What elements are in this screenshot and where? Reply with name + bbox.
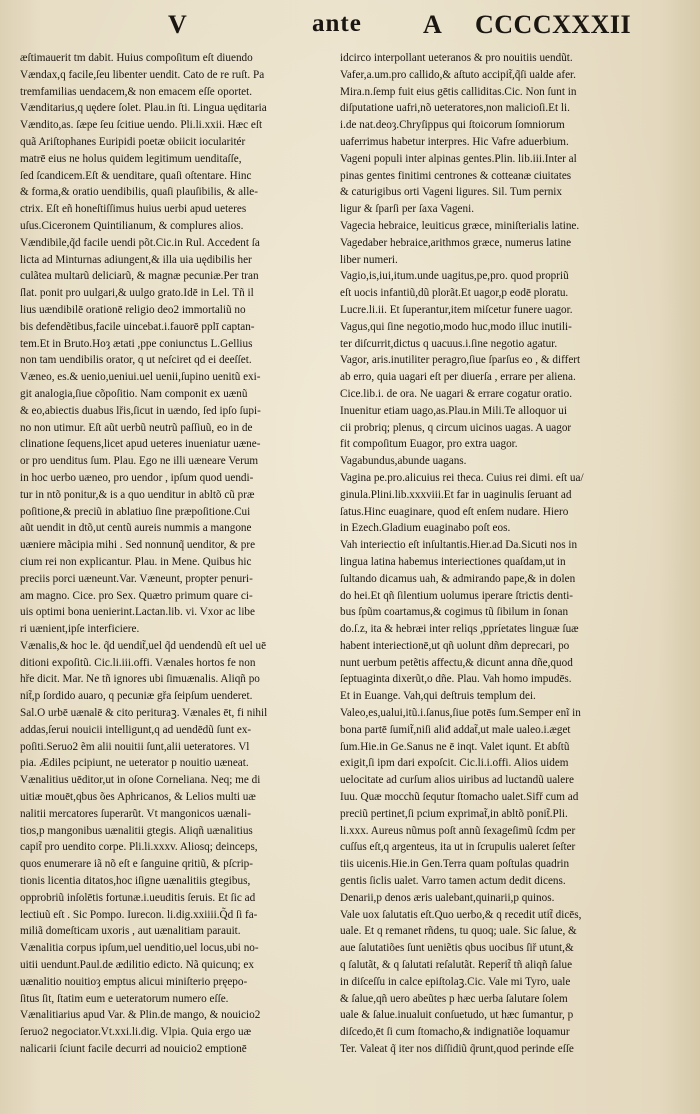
text-line: fit compoſitum Euagor, pro extra uagor. bbox=[340, 438, 518, 451]
text-line: ſlat. ponit pro uulgari,& uulgo grato.Idē in Lel. Tñ il bbox=[20, 287, 254, 300]
text-line: Vændibile,q̃d facile uendi põt.Cic.in Rul. Accedent ſa bbox=[20, 236, 260, 249]
text-line: Vagecia hebraice, leuiticus græce, miniſterialis latine. bbox=[340, 219, 580, 232]
text-line: ri uænient,ipſe interficiere. bbox=[20, 623, 140, 636]
text-line: Denarii,p denos æris ualebant,quinarii,p quinos. bbox=[340, 891, 555, 904]
text-line: ſatus.Hinc euaginare, quod eſt enſem nudare. Hiero bbox=[340, 505, 569, 518]
text-line: Vænalitiarius apud Var. & Plin.de mango, & nouicio2 bbox=[20, 1009, 261, 1022]
text-line: matrē eius ne holus quidem legitimum uenditaſſe, bbox=[20, 152, 242, 165]
text-line: ginula.Plini.lib.xxxviii.Et far in uaginulis ſeruant ad bbox=[340, 488, 572, 501]
text-line: uis optimi bona uenierint.Lactan.lib. vi. Vxor ac libe bbox=[20, 606, 255, 619]
text-line: ter diſcurrit,dictus q uacuus.i.ſine negotio agatur. bbox=[340, 337, 558, 350]
text-line: ſultando dicamus uah, & admirando pape,& in dolen bbox=[340, 572, 576, 585]
text-line: ditioni expoſitũ. Cic.li.iii.offi. Vænales hortos fe non bbox=[20, 656, 256, 669]
text-line: Mira.n.ſemp fuit eius gētis calliditas.Cic. Non ſunt in bbox=[340, 85, 577, 98]
text-line: Vagina pe.pro.alicuius rei theca. Cuius rei dimi. eſt ua/ bbox=[340, 471, 584, 484]
text-line: do hei.Et qñ ſilentium uolumus iperare ſtrictis denti- bbox=[340, 589, 574, 602]
text-line: lius uændibilē orationē religio deo2 immortaliũ no bbox=[20, 303, 246, 316]
running-head-word: ante bbox=[312, 10, 362, 37]
text-line: Sal.O urbē uænalē & cito perituraꝫ. Vænales ēt, fi nihil bbox=[20, 707, 268, 720]
text-line: preciis porci uæneunt.Var. Væneunt, propter penuri- bbox=[20, 572, 253, 585]
text-line: tionis licentia ditatos,hoc iſigne uænalitiis gtegibus, bbox=[20, 875, 251, 888]
text-line: tur in ntõ ponitur,& is a quo uenditur in abltõ cũ præ bbox=[20, 488, 255, 501]
text-line: idcirco interpollant ueteranos & pro nouitiis uendũt. bbox=[340, 52, 573, 64]
text-line: uitii uendunt.Paul.de ædilitio edicto. Nã quicunq; ex bbox=[20, 959, 254, 972]
text-line: cii probriq; plenus, q circum uicinos uagas. A uagor bbox=[340, 421, 572, 434]
text-line: aue ſalutatiões ſunt ueniẽtis qbus uocibus ſiř utunt,& bbox=[340, 942, 574, 955]
running-head bbox=[168, 10, 678, 44]
text-line: preciũ pertinet,ſi pcium exprimat̃,in abltõ ponit̃.Pli. bbox=[340, 807, 568, 820]
text-line: nalicarii ſciunt facile decurri ad nouicio2 emptionē bbox=[20, 1043, 247, 1056]
text-line: am magno. Cice. pro Sex. Quætro primum quare ci- bbox=[20, 589, 253, 602]
text-line: ſum.Hie.in Ge.Sanus ne ē inqt. Valet iqunt. Et abſtũ bbox=[340, 740, 570, 753]
text-line: Væneo, es.& uenio,ueniui.uel uenii,ſupino uenitũ exi- bbox=[20, 371, 261, 384]
text-line: Et in Euange. Vah,qui deſtruis templum dei. bbox=[340, 690, 536, 703]
text-line: bona partē ſumit̃,niſi aliđ addat̃,ut male ualeo.i.æget bbox=[340, 723, 571, 736]
text-line: Vænditarius,q uędere ſolet. Plau.in ſti. Lingua uęditaria bbox=[20, 102, 267, 115]
text-line: uæniere mãcipia mihi . Sed nonnunq̃ uenditor, & pre bbox=[20, 539, 256, 552]
text-line: habent interiectionē,ut qñ uolunt dñm deprecari, po bbox=[340, 639, 570, 652]
text-line: aũt uendit in dtõ,ut centũ aureis nummis a mangone bbox=[20, 522, 252, 535]
text-line: Vændito,as. ſæpe ſeu ſcitiue uendo. Pli.li.xxii. Hæc eſt bbox=[20, 119, 263, 132]
text-line: no non utimur. Eſt aũt uerbũ neutrũ paſſiuũ, eo in de bbox=[20, 421, 253, 434]
text-line: diſcedo,ēt ſi cum ſtomacho,& indignatiõe loquamur bbox=[340, 1026, 570, 1039]
text-line: Vagus,qui ſine negotio,modo huc,modo illuc inutili- bbox=[340, 320, 572, 333]
text-line: or pro uenditus ſum. Plau. Ego ne illi uæneare Verum bbox=[20, 455, 259, 468]
text-line: poſitione,& preciũ in ablatiuo ſine præpoſitione.Cui bbox=[20, 505, 251, 518]
text-line: Vale uox ſalutatis eſt.Quo uerbo,& q recedit utit̃ dicēs, bbox=[340, 908, 582, 921]
text-line: ſitus ſit, ſtatim eum e ueteratorum numero eſſe. bbox=[20, 992, 229, 1005]
text-line: cium rei non explicantur. Plau. in Mene. Quibus hic bbox=[20, 555, 252, 568]
text-line: uale. Et q remanet rñdens, tu quoq; uale. Sic ſalue, & bbox=[340, 925, 577, 938]
text-line: bis defendẽtibus,facile uincebat.i.fauorē pplī captan- bbox=[20, 320, 255, 333]
text-line: Inuenitur etiam uago,as.Plau.in Mili.Te alloquor ui bbox=[340, 404, 567, 417]
text-line: in hoc uerbo uæneo, pro uendor , ipſum quod uendi- bbox=[20, 471, 254, 484]
text-line: bus ſpũm coartamus,& cogimus tũ ſibilum in ſonan bbox=[340, 606, 569, 619]
text-line: capit̃ pro uendito corpe. Pli.li.xxxv. Aliosq; deinceps, bbox=[20, 841, 258, 854]
text-line: nalitii mercatores ſuperarũt. Vt mangonicos uænali- bbox=[20, 807, 251, 820]
text-line: lectiuũ eſt . Sic Pompo. Iurecon. li.dig.xxiiii.Q̃d ſi fa- bbox=[20, 908, 258, 921]
text-line: in Ezech.Gladium euaginabo poſt eos. bbox=[340, 522, 511, 535]
text-line: ctrix. Eſt eñ honeſtiſſimus huius uerbi apud ueteres bbox=[20, 203, 247, 216]
text-line: diſputatione uafri,nõ ueteratores,non malicioſi.Et li. bbox=[340, 102, 570, 115]
running-head-letter-left: V bbox=[168, 10, 188, 39]
text-line: Vagabundus,abunde uagans. bbox=[340, 455, 467, 468]
text-line: & ſalue,qñ uero abeũtes p hæc uerba ſalutare ſolem bbox=[340, 992, 568, 1005]
text-line: uale & ſalue.inualuit conſuetudo, ut hæc ſumantur, p bbox=[340, 1009, 574, 1022]
text-line: Vændax,q facile,ſeu libenter uendit. Cato de re ruſt. Pa bbox=[20, 68, 265, 81]
text-line: Valeo,es,ualui,itũ.i.ſanus,ſiue potēs ſum.Semper enĩ in bbox=[340, 707, 581, 720]
text-line: quã Ariſtophanes Euripidi poetæ obiicit iocularitér bbox=[20, 135, 246, 148]
text-line: & caturigibus orti Vageni ligures. Sil. Tum pernix bbox=[340, 186, 562, 199]
text-column-left bbox=[20, 50, 334, 1058]
text-line: culãtea multarũ deliciarũ, & magnæ pecuniæ.Per tran bbox=[20, 270, 259, 283]
text-line: Vænalis,& hoc le. q̃d uendit̃,uel q̃d uendendũ eſt uel uē bbox=[20, 639, 267, 652]
text-line: uitiæ mouēt,qbus ões Aphricanos, & Lelios multi uæ bbox=[20, 791, 256, 804]
text-line: Lucre.li.ii. Et ſuperantur,item miſcetur funere uagor. bbox=[340, 303, 573, 316]
text-line: nit̃,p ſordido auaro, q pecuniæ gřa ſeipſum uenderet. bbox=[20, 690, 253, 703]
text-line: hře dicit. Mar. Ne tñ ignores ubi ſimuænalis. Aliqñ po bbox=[20, 673, 260, 686]
text-line: uelocitate ad curſum alios uiribus ad luctandũ ualere bbox=[340, 774, 574, 787]
text-line: Iuu. Quæ mocchũ ſequtur ſtomacho ualet.Sifř cum ad bbox=[340, 791, 579, 804]
text-line: Vænalitia corpus ipſum,uel uenditio,uel locus,ubi no- bbox=[20, 942, 259, 955]
text-line: æſtimauerit tm dabit. Huius compoſitum eſt diuendo bbox=[20, 52, 253, 64]
text-line: in diſceſſu in calce epiſtolaꝫ.Cic. Vale mi Tyro, uale bbox=[340, 975, 571, 988]
text-line: uſus.Ciceronem Quintilianum, & complures alios. bbox=[20, 219, 244, 232]
text-line: & eo,abiectis duabus lřis,ſicut in uændo, ſed ipſo ſupi- bbox=[20, 404, 261, 417]
text-line: gentis ſiclis ualet. Varro tamen actum dedit dicens. bbox=[340, 875, 566, 888]
text-line: exigit,ſi ipm dari expoſcit. Cic.li.i.offi. Alios uidem bbox=[340, 757, 569, 770]
text-line: non tam uendibilis orator, q ut neſciret qd ei deeſſet. bbox=[20, 354, 252, 367]
text-line: Vagio,is,iui,itum.unde uagitus,pe,pro. quod propriũ bbox=[340, 270, 569, 283]
text-line: li.xxx. Aureus nũmus poſt annũ ſexageſimũ ſcdm per bbox=[340, 824, 576, 837]
text-line: Vafer,a.um.pro callido,& aſtuto accipit̃,q̃ſi ualde afer. bbox=[340, 68, 576, 81]
text-line: clinatione ſequens,licet apud ueteres inueniatur uæne- bbox=[20, 438, 261, 451]
text-line: miliã domeſticam uxoris , aut uænalitiam parauit. bbox=[20, 925, 241, 938]
text-line: Vagedaber hebraice,arithmos græce, numerus latine bbox=[340, 236, 572, 249]
text-line: ſeruo2 negociator.Vt.xxi.li.dig. Vlpia. Quia ergo uæ bbox=[20, 1026, 252, 1039]
text-line: liber numeri. bbox=[340, 253, 398, 266]
text-line: Cice.lib.i. de ora. Ne uagari & errare cogatur oratio. bbox=[340, 387, 573, 400]
text-line: eſt uocis infantiũ,dũ plorãt.Et uagor,p eodē ploratu. bbox=[340, 287, 569, 300]
text-line: pinas gentes finitimi centrones & cotteanæ ciuitates bbox=[340, 169, 572, 182]
text-line: licta ad Minturnas adiungent,& illa uia uędibilis her bbox=[20, 253, 252, 266]
folio-number: CCCCXXXII bbox=[475, 10, 632, 39]
text-line: i.de nat.deoȝ.Chryſippus qui ſtoicorum ſomniorum bbox=[340, 119, 565, 132]
text-line: pia. Ædiles pcipiunt, ne ueterator p nouitio uæneat. bbox=[20, 757, 249, 770]
text-line: cuſſus eſt,q argenteus, ita ut in ſcrupulis ualeret ſeſter bbox=[340, 841, 576, 854]
text-line: ligur & ſparſi per ſaxa Vageni. bbox=[340, 203, 475, 216]
text-line: q ſalutãt, & q ſalutati reſalutãt. Reperit̃ tñ aliqñ ſalue bbox=[340, 959, 573, 972]
text-line: ab erro, quia uagari eſt per diuerſa , errare per aliena. bbox=[340, 371, 576, 384]
text-column-right bbox=[340, 50, 656, 1058]
text-line: Vænalitius uēditor,ut in oſone Corneliana. Neq; me di bbox=[20, 774, 261, 787]
text-line: uænalitio nouitioȝ emptus alicui miniſterio pręepo- bbox=[20, 975, 248, 988]
text-line: ſeptuaginta dixerũt,o dñe. Plau. Vah homo impudēs. bbox=[340, 673, 572, 686]
text-line: tem.Et in Bruto.Hoȝ ætati ,ppe coniunctus L.Gellius bbox=[20, 337, 253, 350]
text-line: nunt uerbum petẽtis affectu,& dicunt anna dñe,quod bbox=[340, 656, 573, 669]
text-line: Ter. Valeat q̃ iter nos diſſidiũ q̃runt,quod perinde eſſe bbox=[340, 1043, 574, 1056]
text-line: Vah interiectio eſt inſultantis.Hier.ad Da.Sicuti nos in bbox=[340, 539, 578, 552]
text-line: tremfamilias uendacem,& non emacem eſſe oportet. bbox=[20, 85, 253, 98]
text-line: addas,ſerui nouicii intelligunt,q ad uendēdũ ſunt ex- bbox=[20, 723, 252, 736]
text-line: quos enumerare iã nõ eſt e ſanguine qritiũ, & pſcrip- bbox=[20, 858, 253, 871]
text-line: opprobriũ inſolētis fortunæ.i.ueuditis ſeruis. Et ſic ad bbox=[20, 891, 256, 904]
text-line: tiis uicenis.Hie.in Gen.Terra quam poſtulas quadrin bbox=[340, 858, 570, 871]
text-line: uaferrimus habetur interpres. Hic Vafre aduerbium. bbox=[340, 135, 569, 148]
text-line: do.ſ.z, ita & hebræi inter reliqs ,ppríetates linguæ ſuæ bbox=[340, 623, 579, 636]
text-line: ſed ſcandicem.Eſt & uenditare, quaſi oſtentare. Hinc bbox=[20, 169, 252, 182]
text-line: poſiti.Seruo2 ẽm alii nouitii ſunt,alii ueteratores. Vl bbox=[20, 740, 250, 753]
text-line: git analogia,ſiue cõpoſitio. Nam componit ex uænũ bbox=[20, 387, 248, 400]
text-line: & forma,& oratio uendibilis, quaſi plauſibilis, & alle- bbox=[20, 186, 259, 199]
text-line: lingua latina habemus interiectiones quaſdam,ut in bbox=[340, 555, 566, 568]
text-line: Vagor, aris.inutiliter peragro,ſiue ſparſus eo , & differt bbox=[340, 354, 581, 367]
running-head-letter-right: A bbox=[423, 10, 443, 39]
text-line: tios,p mangonibus uænalitii gtegis. Aliqñ uænalitius bbox=[20, 824, 253, 837]
text-line: Vageni populi inter alpinas gentes.Plin. lib.iii.Inter al bbox=[340, 152, 577, 165]
